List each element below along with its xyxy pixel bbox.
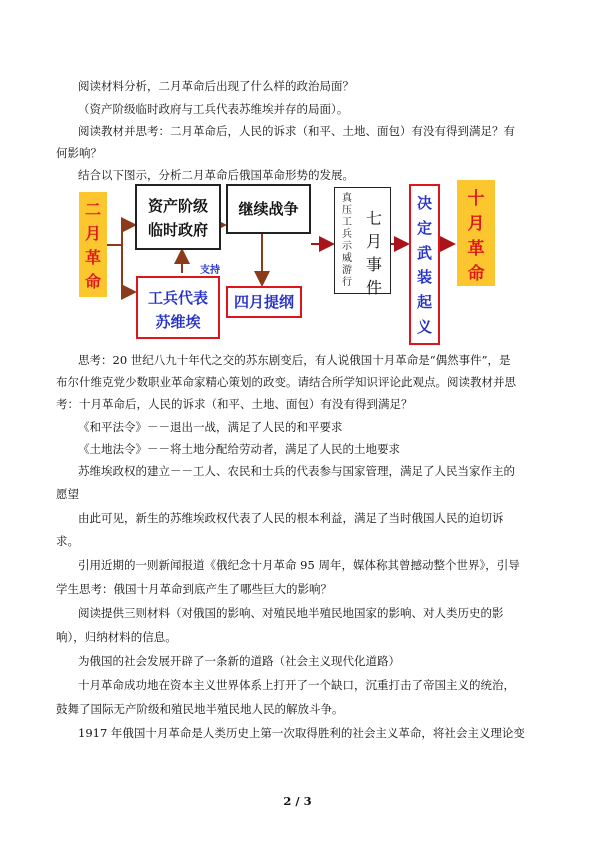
paragraph: 响），归纳材料的信息。 <box>56 630 177 644</box>
continue-war-box: 继续战争 <box>226 184 311 234</box>
july-char: 月 <box>365 232 382 251</box>
soviet-line: 工兵代表 <box>147 289 208 307</box>
suppress-char: 兵 <box>342 228 352 240</box>
paragraph: 引用近期的一则新闻报道《俄纪念十月革命 95 周年，媒体称其曾撼动整个世界》，引导 <box>78 558 520 572</box>
oct-char: 革 <box>467 239 485 259</box>
paragraph: 由此可见，新生的苏维埃政权代表了人民的根本利益，满足了当时俄国人民的迫切诉 <box>78 511 504 525</box>
suppress-char: 行 <box>342 276 352 288</box>
paragraph: 求。 <box>56 534 79 548</box>
decide-char: 起 <box>416 293 432 312</box>
paragraph: 1917 年俄国十月革命是人类历史上第一次取得胜利的社会主义革命，将社会主义理论变 <box>78 726 525 740</box>
july-char: 件 <box>365 278 382 297</box>
provisional-government-box <box>135 184 221 250</box>
oct-char: 命 <box>467 264 485 284</box>
page-number: 2 / 3 <box>283 794 312 808</box>
suppress-char: 游 <box>342 264 352 276</box>
paragraph: （资产阶级临时政府与工兵代表苏维埃并存的局面）。 <box>78 102 349 116</box>
paragraph: 结合以下图示，分析二月革命后俄国革命形势的发展。 <box>78 168 354 182</box>
july-days-box <box>334 187 391 297</box>
decide-char: 装 <box>416 268 432 287</box>
feb-char: 二 <box>84 199 101 219</box>
february-revolution-box <box>79 192 107 297</box>
paragraph: 学生思考：俄国十月革命到底产生了哪些巨大的影响？ <box>56 582 332 596</box>
feb-char: 命 <box>84 272 101 292</box>
arrow-to-provisional <box>107 225 133 245</box>
soviet-box <box>136 276 220 339</box>
soviet-line: 苏维埃 <box>155 313 201 331</box>
paragraph: 布尔什维克党少数职业革命家精心策划的政变。请结合所学知识评论此观点。阅读教材并思 <box>56 375 516 389</box>
decide-char: 决 <box>416 193 432 212</box>
arrow-to-soviet <box>122 245 133 292</box>
paragraph: 为俄国的社会发展开辟了一条新的道路（社会主义现代化道路） <box>78 654 400 668</box>
paragraph: 阅读材料分析，二月革命后出现了什么样的政治局面？ <box>78 79 354 93</box>
april-theses-box: 四月提纲 <box>226 286 302 318</box>
provisional-line: 资产阶级 <box>147 197 208 215</box>
paragraph: 《土地法令》－－将土地分配给劳动者，满足了人民的土地要求 <box>78 442 400 456</box>
october-revolution-box <box>457 180 495 286</box>
suppress-char: 真 <box>342 192 352 204</box>
july-text <box>363 206 385 297</box>
suppress-char: 威 <box>342 252 352 264</box>
decide-char: 武 <box>416 243 432 262</box>
feb-char: 月 <box>84 223 101 243</box>
decide-uprising-box <box>409 184 440 345</box>
oct-char: 十 <box>467 189 485 209</box>
paragraph: 思考：20 世纪八九十年代之交的苏东剧变后，有人说俄国十月革命是“偶然事件”，是 <box>78 353 511 367</box>
paragraph: 苏维埃政权的建立－－工人、农民和士兵的代表参与国家管理，满足了人民当家作主的 <box>78 464 515 478</box>
feb-char: 革 <box>84 248 101 268</box>
decide-char: 定 <box>416 218 432 237</box>
provisional-line: 临时政府 <box>147 221 208 239</box>
decide-char: 义 <box>416 318 432 337</box>
support-label: 支持 <box>200 265 220 276</box>
july-char: 七 <box>365 209 382 228</box>
suppress-text <box>340 192 354 288</box>
oct-char: 月 <box>467 214 485 234</box>
july-char: 事 <box>365 255 382 274</box>
paragraph: 考：十月革命后，人民的诉求（和平、土地、面包）有没有得到满足？ <box>56 397 413 411</box>
suppress-char: 压 <box>342 204 352 216</box>
paragraph: 《和平法令》－－退出一战，满足了人民的和平要求 <box>78 420 343 434</box>
paragraph: 愿望 <box>56 487 79 501</box>
paragraph: 阅读教材并思考：二月革命后，人民的诉求（和平、土地、面包）有没有得到满足？有 <box>78 124 515 138</box>
paragraph: 鼓舞了国际无产阶级和殖民地半殖民地人民的解放斗争。 <box>56 702 344 716</box>
suppress-char: 工 <box>342 216 352 228</box>
suppress-char: 示 <box>342 240 352 252</box>
paragraph: 阅读提供三则材料（对俄国的影响、对殖民地半殖民地国家的影响、对人类历史的影 <box>78 606 504 620</box>
paragraph: 何影响？ <box>56 146 102 160</box>
paragraph: 十月革命成功地在资本主义世界体系上打开了一个缺口，沉重打击了帝国主义的统治， <box>78 678 515 692</box>
